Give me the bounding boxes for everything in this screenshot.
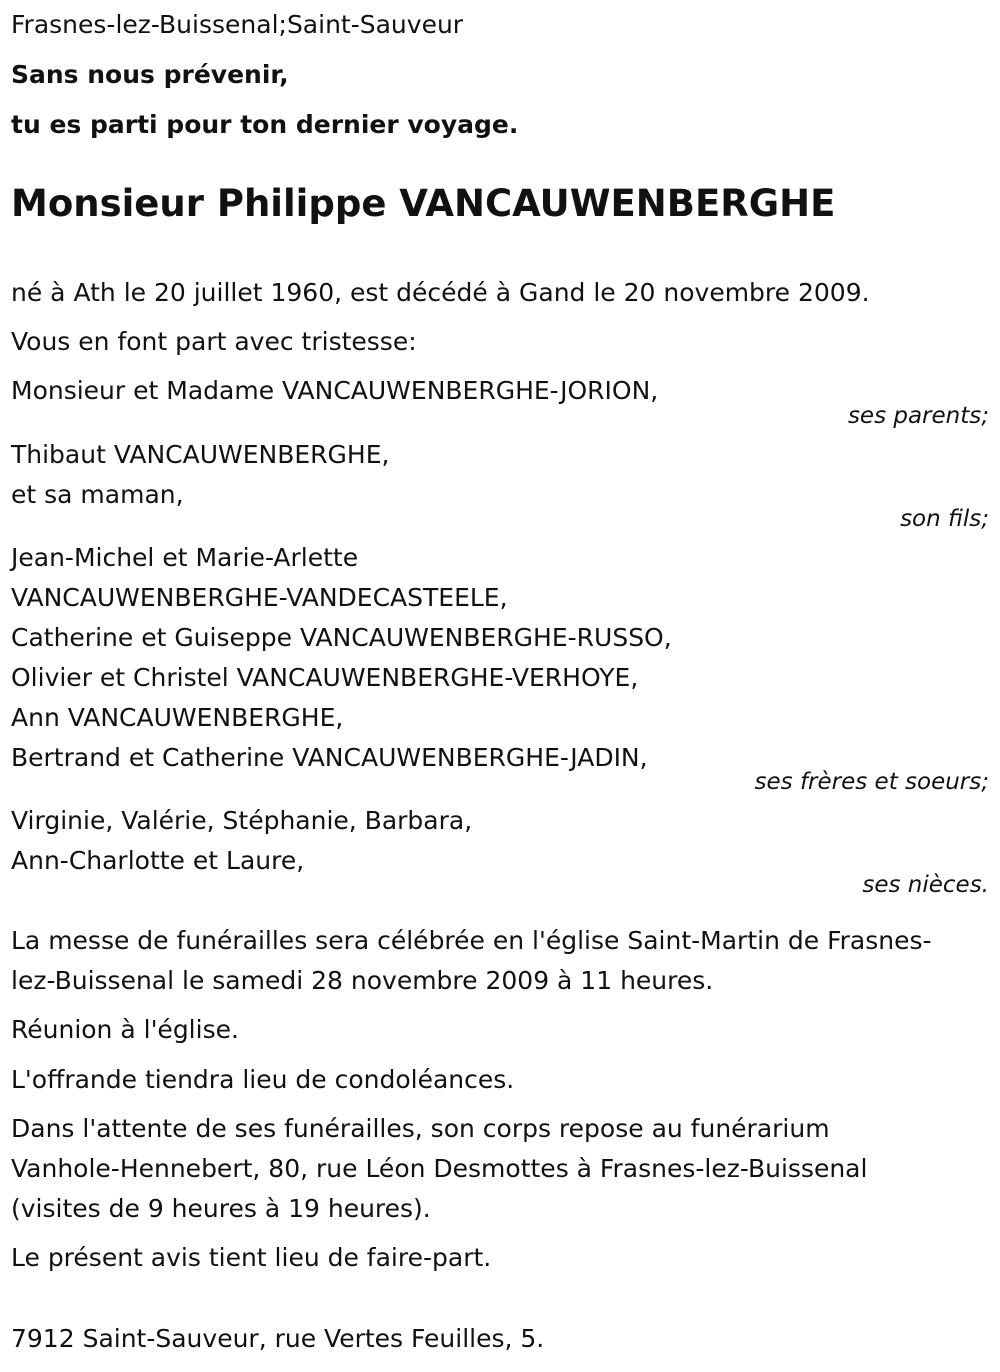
funerarium-line-3: (visites de 9 heures à 19 heures).	[11, 1194, 431, 1223]
funerarium-line-2: Vanhole-Hennebert, 80, rue Léon Desmottes à Frasnes-lez-Buissenal	[11, 1154, 868, 1183]
parents-names: Monsieur et Madame VANCAUWENBERGHE-JORION,	[11, 376, 659, 405]
meeting-line: Réunion à l'église.	[11, 1015, 239, 1044]
son-role: son fils;	[900, 506, 989, 532]
offering-line: L'offrande tiendra lieu de condoléances.	[11, 1065, 515, 1094]
ceremony-line-2: lez-Buissenal le samedi 28 novembre 2009 à 11 heures.	[11, 966, 714, 995]
sibling-line: Bertrand et Catherine VANCAUWENBERGHE-JADIN,	[11, 743, 648, 772]
parents-role: ses parents;	[847, 403, 989, 429]
son-mother: et sa maman,	[11, 480, 184, 509]
deceased-name: Monsieur Philippe VANCAUWENBERGHE	[11, 182, 836, 225]
niece-line: Ann-Charlotte et Laure,	[11, 846, 305, 875]
intro-line: Vous en font part avec tristesse:	[11, 327, 417, 356]
funerarium-line-1: Dans l'attente de ses funérailles, son corps repose au funérarium	[11, 1114, 830, 1143]
nieces-role: ses nièces.	[862, 872, 989, 898]
sibling-line: VANCAUWENBERGHE-VANDECASTEELE,	[11, 583, 508, 612]
verse-line-2: tu es parti pour ton dernier voyage.	[11, 110, 519, 139]
verse-line-1: Sans nous prévenir,	[11, 60, 289, 89]
sibling-line: Jean-Michel et Marie-Arlette	[11, 543, 359, 572]
sibling-line: Olivier et Christel VANCAUWENBERGHE-VERHOYE,	[11, 663, 639, 692]
notice-line: Le présent avis tient lieu de faire-part.	[11, 1243, 492, 1272]
address-line: 7912 Saint-Sauveur, rue Vertes Feuilles, 5.	[11, 1324, 545, 1353]
siblings-role: ses frères et soeurs;	[754, 769, 989, 795]
son-name: Thibaut VANCAUWENBERGHE,	[11, 440, 390, 469]
birth-death-line: né à Ath le 20 juillet 1960, est décédé à Gand le 20 novembre 2009.	[11, 278, 870, 307]
location-header: Frasnes-lez-Buissenal;Saint-Sauveur	[11, 10, 464, 39]
sibling-line: Catherine et Guiseppe VANCAUWENBERGHE-RUSSO,	[11, 623, 672, 652]
sibling-line: Ann VANCAUWENBERGHE,	[11, 703, 344, 732]
niece-line: Virginie, Valérie, Stéphanie, Barbara,	[11, 806, 473, 835]
ceremony-line-1: La messe de funérailles sera célébrée en l'église Saint-Martin de Frasnes-	[11, 926, 932, 955]
